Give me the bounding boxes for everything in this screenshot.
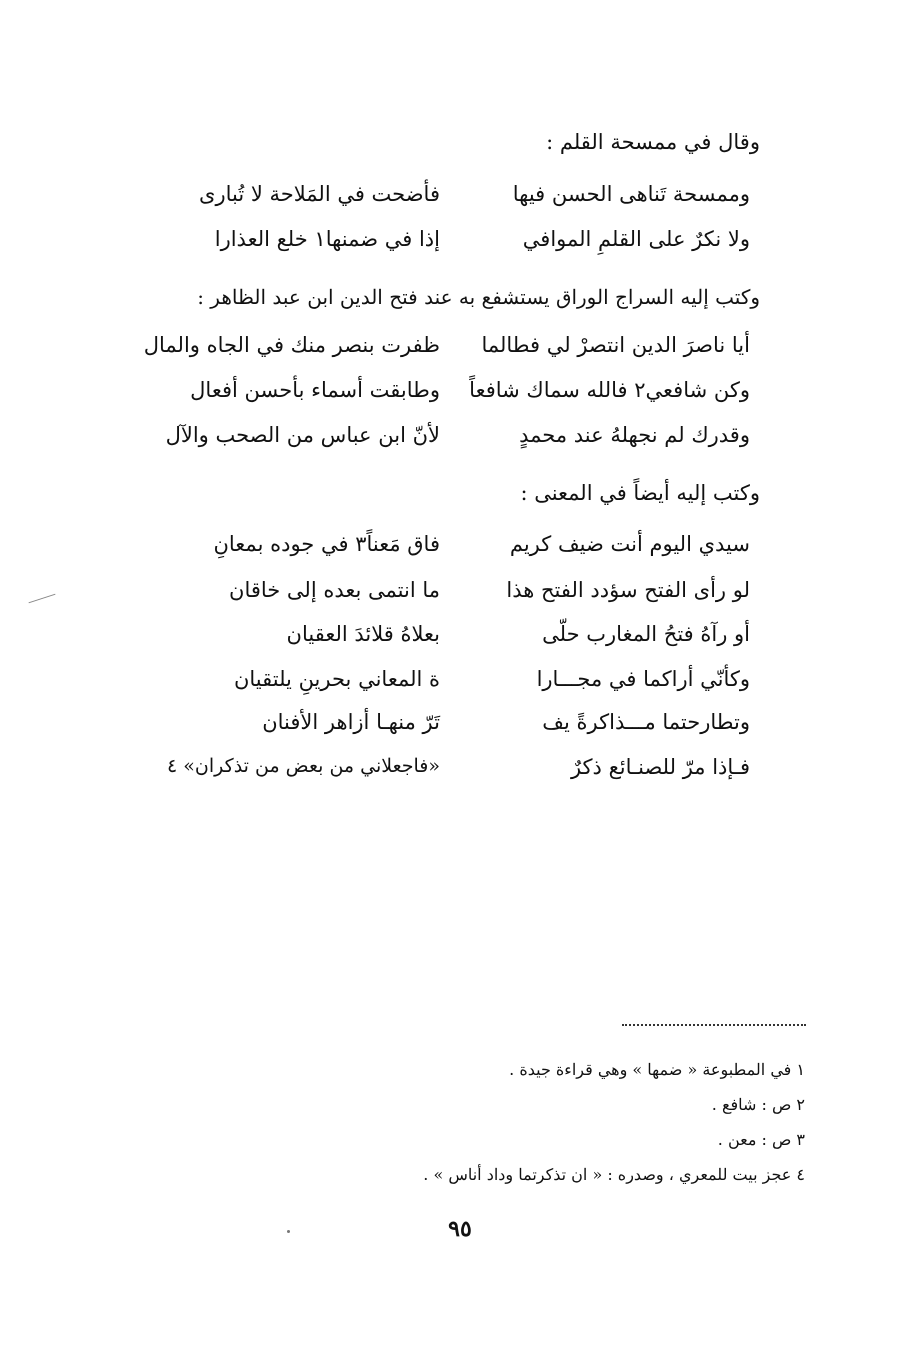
verse-second-hemistich: فأضحت في المَلاحة لا تُبارى <box>199 182 440 206</box>
verse-line <box>150 755 750 795</box>
verse-line <box>150 578 750 618</box>
verse-second-hemistich: ة المعاني بحرينِ يلتقيان <box>233 667 440 691</box>
intro-line-1: وقال في ممسحة القلم : <box>546 130 760 154</box>
intro-line-2: وكتب إليه السراج الوراق يستشفع به عند فتح الدين ابن عبد الظاهر : <box>197 285 760 309</box>
verse-first-hemistich: وكن شافعي٢ فالله سماك شافعاً <box>469 378 750 402</box>
verse-second-hemistich: تَرّ منهـا أزاهر الأفنان <box>262 710 440 734</box>
verse-line <box>150 622 750 662</box>
footnote-4: ٤ عجز بيت للمعري ، وصدره : « ان تذكرتما وداد أناس » . <box>423 1165 805 1184</box>
verse-second-hemistich: «فاجعلاني من بعض من تذكران» ٤ <box>167 755 440 777</box>
verse-first-hemistich: فـإذا مرّ للصنـائع ذكرٌ <box>570 755 750 779</box>
verse-first-hemistich: ولا نكرٌ على القلمِ الموافي <box>522 227 750 251</box>
verse-first-hemistich: وتطارحتما مـــذاكرةً يف <box>542 710 750 734</box>
verse-first-hemistich: وممسحة تَناهى الحسن فيها <box>512 182 750 206</box>
footnote-1: ١ في المطبوعة « ضمها » وهي قراءة جيدة . <box>509 1060 805 1079</box>
verse-first-hemistich: أيا ناصرَ الدين انتصرْ لي فطالما <box>481 333 750 357</box>
verse-first-hemistich: لو رأى الفتح سؤدد الفتح هذا <box>506 578 750 602</box>
verse-second-hemistich: إذا في ضمنها١ خلع العذارا <box>214 227 440 251</box>
verse-line <box>150 182 750 222</box>
verse-line <box>150 423 750 463</box>
footnote-3: ٣ ص : معن . <box>717 1130 805 1149</box>
footnote-2: ٢ ص : شافع . <box>711 1095 805 1114</box>
intro-line-3: وكتب إليه أيضاً في المعنى : <box>520 481 760 505</box>
verse-second-hemistich: وطابقت أسماء بأحسن أفعال <box>190 378 440 402</box>
verse-line <box>150 667 750 707</box>
page-number: ٩٥ <box>448 1216 472 1242</box>
verse-second-hemistich: ما انتمى بعده إلى خاقان <box>229 578 440 602</box>
verse-first-hemistich: سيدي اليوم أنت ضيف كريم <box>509 532 750 556</box>
verse-line <box>150 227 750 267</box>
ink-speck <box>287 1230 290 1233</box>
verse-line <box>143 333 750 373</box>
verse-second-hemistich: بعلاهُ قلائدَ العقيان <box>286 622 440 646</box>
verse-second-hemistich: ظفرت بنصر منك في الجاه والمال <box>143 333 440 357</box>
verse-first-hemistich: وكأنّي أراكما في مجـــارا <box>536 667 750 691</box>
verse-second-hemistich: فاق مَعناً٣ في جوده بمعانِ <box>213 532 440 556</box>
verse-first-hemistich: وقدرك لم نجهلهُ عند محمدٍ <box>519 423 750 447</box>
verse-line <box>150 710 750 750</box>
verse-line <box>150 532 750 572</box>
verse-first-hemistich: أو رآهُ فتحُ المغارب حلّى <box>542 622 750 646</box>
footnote-separator <box>622 1024 806 1026</box>
verse-second-hemistich: لأنّ ابن عباس من الصحب والآل <box>165 423 440 447</box>
margin-pencil-mark <box>29 594 56 604</box>
verse-line <box>150 378 750 418</box>
